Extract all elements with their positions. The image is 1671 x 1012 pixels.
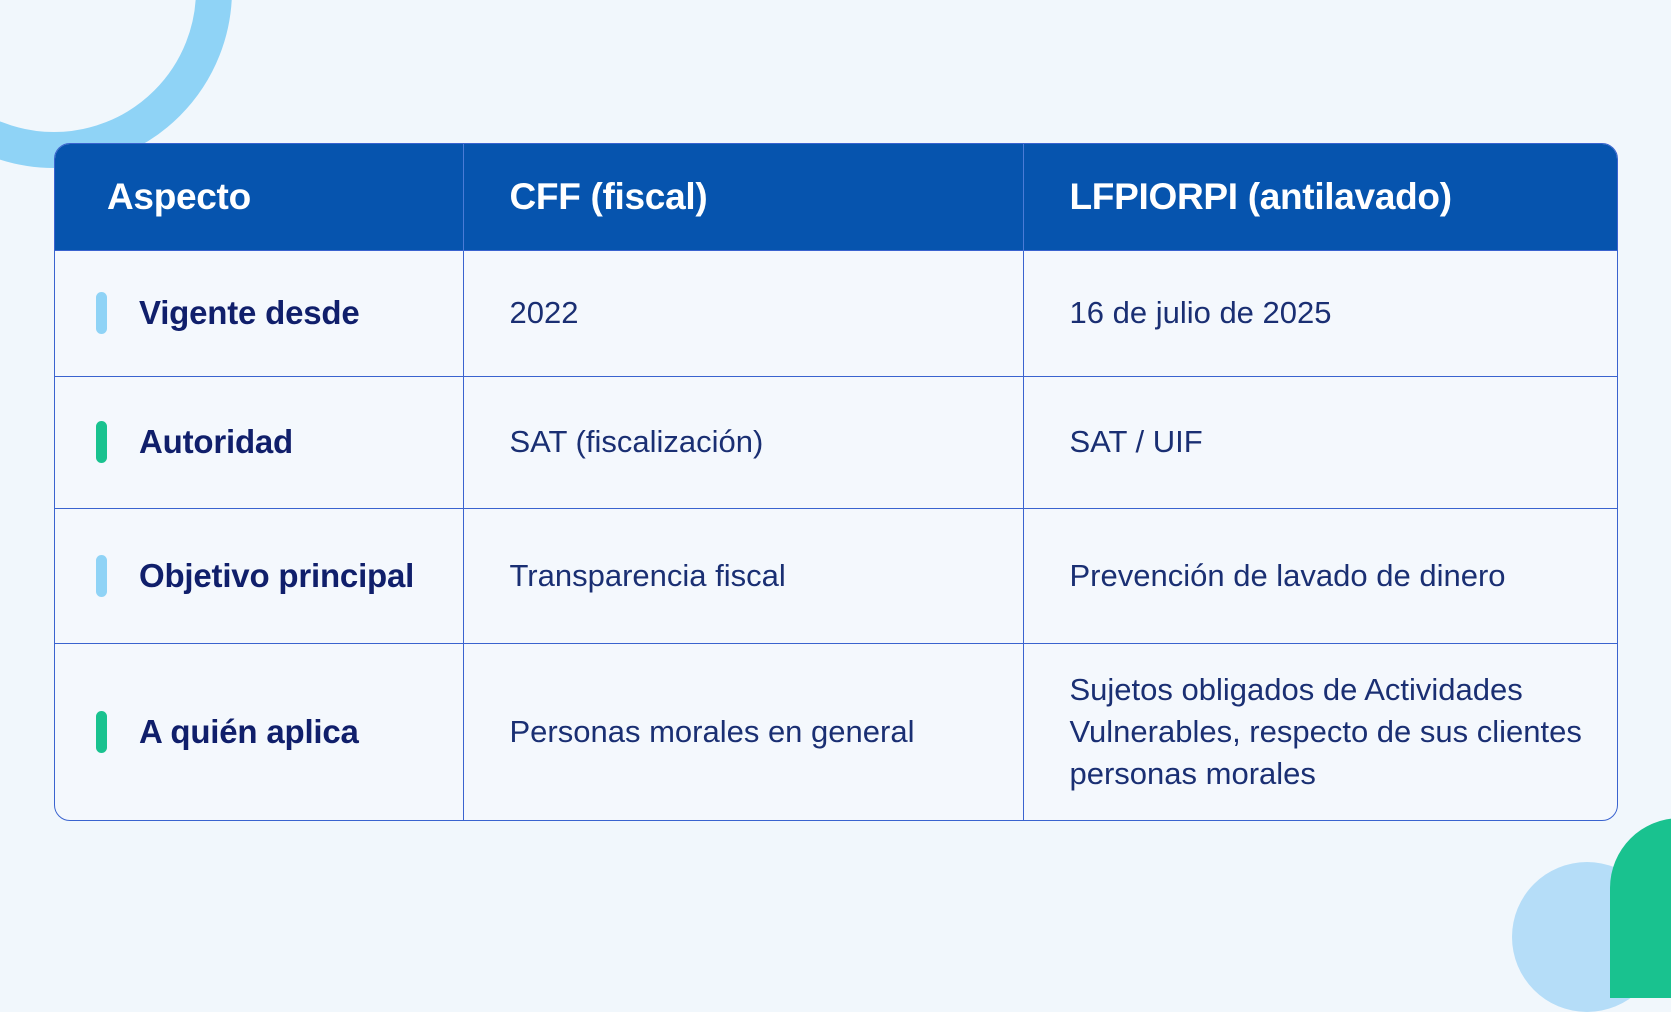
lfpiorpi-value: 16 de julio de 2025 (1069, 295, 1332, 330)
cff-cell (463, 250, 1023, 376)
decorative-blob-green (1610, 818, 1671, 998)
aspect-cell (55, 376, 463, 508)
aspect-cell (55, 250, 463, 376)
table-row (55, 250, 1618, 376)
row-marker (96, 421, 107, 463)
aspect-label: Objetivo principal (139, 556, 415, 594)
row-marker (96, 292, 107, 334)
lfpiorpi-value: SAT / UIF (1069, 424, 1203, 459)
table-row (55, 376, 1618, 508)
header-lfpiorpi: LFPIORPI (antilavado) (1023, 144, 1618, 250)
cff-value: 2022 (509, 295, 579, 330)
aspect-cell (55, 643, 463, 820)
aspect-label: A quién aplica (139, 712, 359, 750)
lfpiorpi-cell (1023, 250, 1618, 376)
table-row (55, 508, 1618, 643)
cff-value: Personas morales en general (509, 713, 915, 749)
lfpiorpi-cell (1023, 508, 1618, 643)
table-header-row (55, 144, 1618, 250)
cff-value: SAT (fiscalización) (509, 424, 764, 459)
cff-cell (463, 376, 1023, 508)
cff-cell (463, 643, 1023, 820)
row-marker (96, 555, 107, 597)
comparison-table-card (54, 143, 1618, 821)
lfpiorpi-cell (1023, 643, 1618, 820)
row-marker (96, 711, 107, 753)
cff-value: Transparencia fiscal (509, 557, 786, 593)
table-row (55, 643, 1618, 820)
comparison-table (55, 144, 1618, 820)
aspect-label: Autoridad (139, 423, 294, 460)
aspect-cell (55, 508, 463, 643)
cff-cell (463, 508, 1023, 643)
header-cff: CFF (fiscal) (463, 144, 1023, 250)
aspect-label: Vigente desde (139, 294, 360, 331)
lfpiorpi-cell (1023, 376, 1618, 508)
header-aspecto: Aspecto (55, 144, 463, 250)
lfpiorpi-value: Prevención de lavado de dinero (1069, 557, 1506, 593)
lfpiorpi-value: Sujetos obligados de Actividades Vulnerables, respecto de sus clientes personas morales (1069, 671, 1582, 791)
